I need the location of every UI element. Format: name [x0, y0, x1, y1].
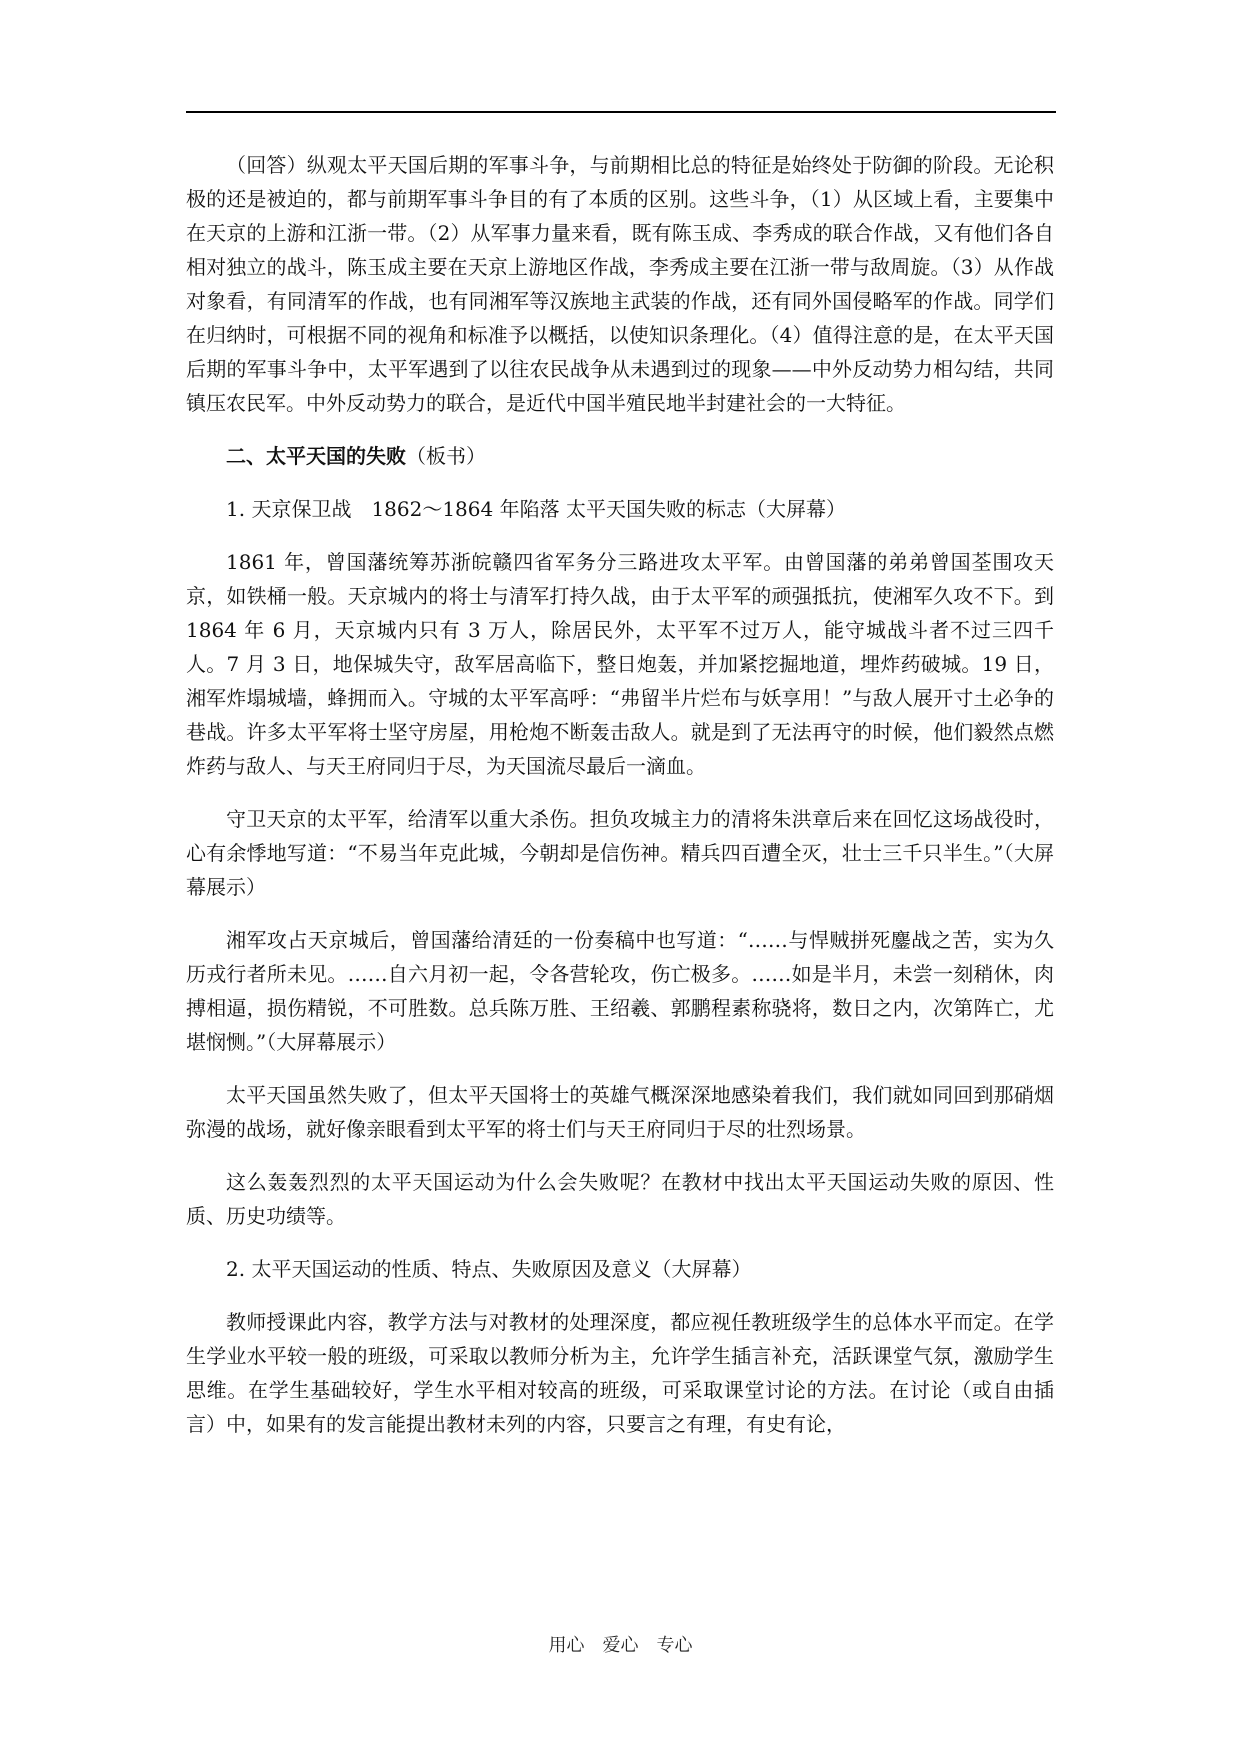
subheading-2: 2. 太平天国运动的性质、特点、失败原因及意义（大屏幕）	[226, 1257, 752, 1281]
question-paragraph: 这么轰轰烈烈的太平天国运动为什么会失败呢？在教材中找出太平天国运动失败的原因、性质、历史功绩等。	[186, 1170, 1054, 1228]
document-body	[186, 148, 1054, 1441]
section-note: （板书）	[406, 444, 486, 468]
battle-paragraph: 1861 年，曾国藩统筹苏浙皖赣四省军务分三路进攻太平军。由曾国藩的弟弟曾国荃围攻天京，如铁桶一般。天京城内的将士与清军打持久战，由于太平军的顽强抵抗，使湘军久攻不下。到 1864 年 6 月，天京城内只有 3 万人，除居民外，太平军不过万人，能守城战斗者不过三四千人。7 月 3 日，地保城失守，敌军居高临下，整日炮轰，并加紧挖掘地道，埋炸药破城。19 日，湘军炸塌城墙，蜂拥而入。守城的太平军高呼：“弗留半片烂布与妖享用！”与敌人展开寸土必争的巷战。许多太平军将士坚守房屋，用枪炮不断轰击敌人。就是到了无法再守的时候，他们毅然点燃炸药与敌人、与天王府同归于尽，为天国流尽最后一滴血。	[186, 550, 1054, 778]
section-heading	[186, 439, 1054, 473]
heroic-paragraph: 太平天国虽然失败了，但太平天国将士的英雄气概深深地感染着我们，我们就如同回到那硝烟弥漫的战场，就好像亲眼看到太平军的将士们与天王府同归于尽的壮烈场景。	[186, 1083, 1054, 1141]
answer-paragraph: （回答）纵观太平天国后期的军事斗争，与前期相比总的特征是始终处于防御的阶段。无论积极的还是被迫的，都与前期军事斗争目的有了本质的区别。这些斗争，（1）从区域上看，主要集中在天京的上游和江浙一带。（2）从军事力量来看，既有陈玉成、李秀成的联合作战，又有他们各自相对独立的战斗，陈玉成主要在天京上游地区作战，李秀成主要在江浙一带与敌周旋。（3）从作战对象看，有同清军的作战，也有同湘军等汉族地主武装的作战，还有同外国侵略军的作战。同学们在归纳时，可根据不同的视角和标准予以概括，以使知识条理化。（4）值得注意的是，在太平天国后期的军事斗争中，太平军遇到了以往农民战争从未遇到过的现象——中外反动势力相勾结，共同镇压农民军。中外反动势力的联合，是近代中国半殖民地半封建社会的一大特征。	[186, 153, 1054, 415]
defense-paragraph: 守卫天京的太平军，给清军以重大杀伤。担负攻城主力的清将朱洪章后来在回忆这场战役时，心有余悸地写道：“不易当年克此城，今朝却是信伤神。精兵四百遭全灭，壮士三千只半生。”（大屏幕展示）	[186, 807, 1054, 899]
subheading-1: 1. 天京保卫战 1862～1864 年陷落 太平天国失败的标志（大屏幕）	[226, 497, 846, 521]
report-paragraph: 湘军攻占天京城后，曾国藩给清廷的一份奏稿中也写道：“……与悍贼拼死鏖战之苦，实为久历戎行者所未见。……自六月初一起，令各营轮攻，伤亡极多。……如是半月，未尝一刻稍休，肉搏相逼，损伤精锐，不可胜数。总兵陈万胜、王绍羲、郭鹏程素称骁将，数日之内，次第阵亡，尤堪悯恻。”（大屏幕展示）	[186, 928, 1054, 1054]
header-rule	[186, 111, 1056, 113]
teaching-paragraph: 教师授课此内容，教学方法与对教材的处理深度，都应视任教班级学生的总体水平而定。在学生学业水平较一般的班级，可采取以教师分析为主，允许学生插言补充，活跃课堂气氛，激励学生思维。在学生基础较好，学生水平相对较高的班级，可采取课堂讨论的方法。在讨论（或自由插言）中，如果有的发言能提出教材未列的内容，只要言之有理，有史有论，	[186, 1310, 1054, 1436]
section-title: 二、太平天国的失败	[226, 444, 406, 468]
page-footer: 用心 爱心 专心	[548, 1635, 693, 1656]
